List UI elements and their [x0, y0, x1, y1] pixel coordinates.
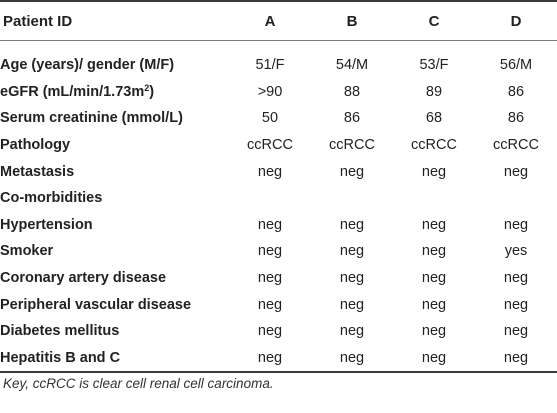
cell-value: neg [503, 216, 529, 233]
table-row [0, 318, 557, 345]
cell-value: neg [393, 345, 475, 373]
row-label: Hepatitis B and C [0, 345, 229, 373]
table-header-row [0, 1, 557, 41]
row-label [0, 79, 229, 106]
cell-value: neg [503, 323, 529, 340]
table-row [0, 79, 557, 106]
cell-value: neg [257, 243, 283, 260]
table-row [0, 238, 557, 265]
cell-value: 68 [425, 110, 443, 127]
cell-value: ccRCC [329, 137, 375, 154]
cell-value: neg [421, 296, 447, 313]
cell-value: neg [257, 323, 283, 340]
table-row [0, 52, 557, 79]
cell-value [475, 185, 557, 212]
table-row [0, 345, 557, 373]
cell-value [393, 185, 475, 212]
row-label-text: eGFR (mL/min/1.73m [0, 83, 145, 100]
table-row [0, 265, 557, 292]
row-label: Co-morbidities [0, 190, 103, 207]
header-patient-c: C [393, 1, 475, 41]
cell-value: 86 [507, 110, 525, 127]
cell-value: neg [339, 243, 365, 260]
row-label: Hypertension [0, 216, 93, 233]
cell-value: neg [257, 270, 283, 287]
cell-value: neg [421, 243, 447, 260]
table-footnote: Key, ccRCC is clear cell renal cell carcinoma. [3, 376, 274, 391]
cell-value: 89 [425, 83, 443, 100]
cell-value: yes [504, 243, 528, 260]
row-label: Coronary artery disease [0, 270, 167, 287]
header-patient-a: A [229, 1, 311, 41]
cell-value: neg [229, 345, 311, 373]
row-label-superscript: 2 [144, 82, 150, 93]
cell-value: neg [339, 216, 365, 233]
cell-value: neg [503, 296, 529, 313]
cell-value: neg [339, 163, 365, 180]
row-label: Metastasis [0, 163, 75, 180]
cell-value: ccRCC [493, 137, 539, 154]
cell-value: neg [311, 345, 393, 373]
header-patient-id: Patient ID [0, 1, 229, 41]
cell-value [229, 185, 311, 212]
row-label: Serum creatinine (mmol/L) [0, 110, 183, 127]
cell-value: ccRCC [411, 137, 457, 154]
table-row [0, 212, 557, 239]
row-label: Pathology [0, 137, 71, 154]
cell-value: 88 [343, 83, 361, 100]
cell-value: 56/M [499, 57, 533, 74]
cell-value: >90 [257, 83, 283, 100]
cell-value: neg [421, 163, 447, 180]
cell-value: neg [257, 163, 283, 180]
cell-value: neg [503, 163, 529, 180]
cell-value: neg [257, 216, 283, 233]
table-row [0, 132, 557, 159]
cell-value: neg [421, 216, 447, 233]
cell-value: 53/F [419, 57, 449, 74]
cell-value: neg [257, 296, 283, 313]
cell-value: 50 [261, 110, 279, 127]
cell-value: neg [339, 296, 365, 313]
row-label: Smoker [0, 243, 54, 260]
table-row [0, 105, 557, 132]
row-label-suffix: ) [149, 83, 155, 100]
table-row [0, 185, 557, 212]
header-patient-b: B [311, 1, 393, 41]
cell-value: ccRCC [247, 137, 293, 154]
cell-value: neg [475, 345, 557, 373]
cell-value: neg [421, 270, 447, 287]
header-patient-d: D [475, 1, 557, 41]
row-label: Age (years)/ gender (M/F) [0, 57, 175, 74]
cell-value: neg [421, 323, 447, 340]
cell-value: 86 [343, 110, 361, 127]
cell-value: 54/M [335, 57, 369, 74]
table-row [0, 291, 557, 318]
cell-value [311, 185, 393, 212]
cell-value: neg [339, 270, 365, 287]
table-row [0, 158, 557, 185]
table-spacer [0, 41, 557, 53]
row-label: Peripheral vascular disease [0, 296, 192, 313]
cell-value: 51/F [255, 57, 285, 74]
row-label: Diabetes mellitus [0, 323, 120, 340]
cell-value: 86 [507, 83, 525, 100]
cell-value: neg [339, 323, 365, 340]
cell-value: neg [503, 270, 529, 287]
